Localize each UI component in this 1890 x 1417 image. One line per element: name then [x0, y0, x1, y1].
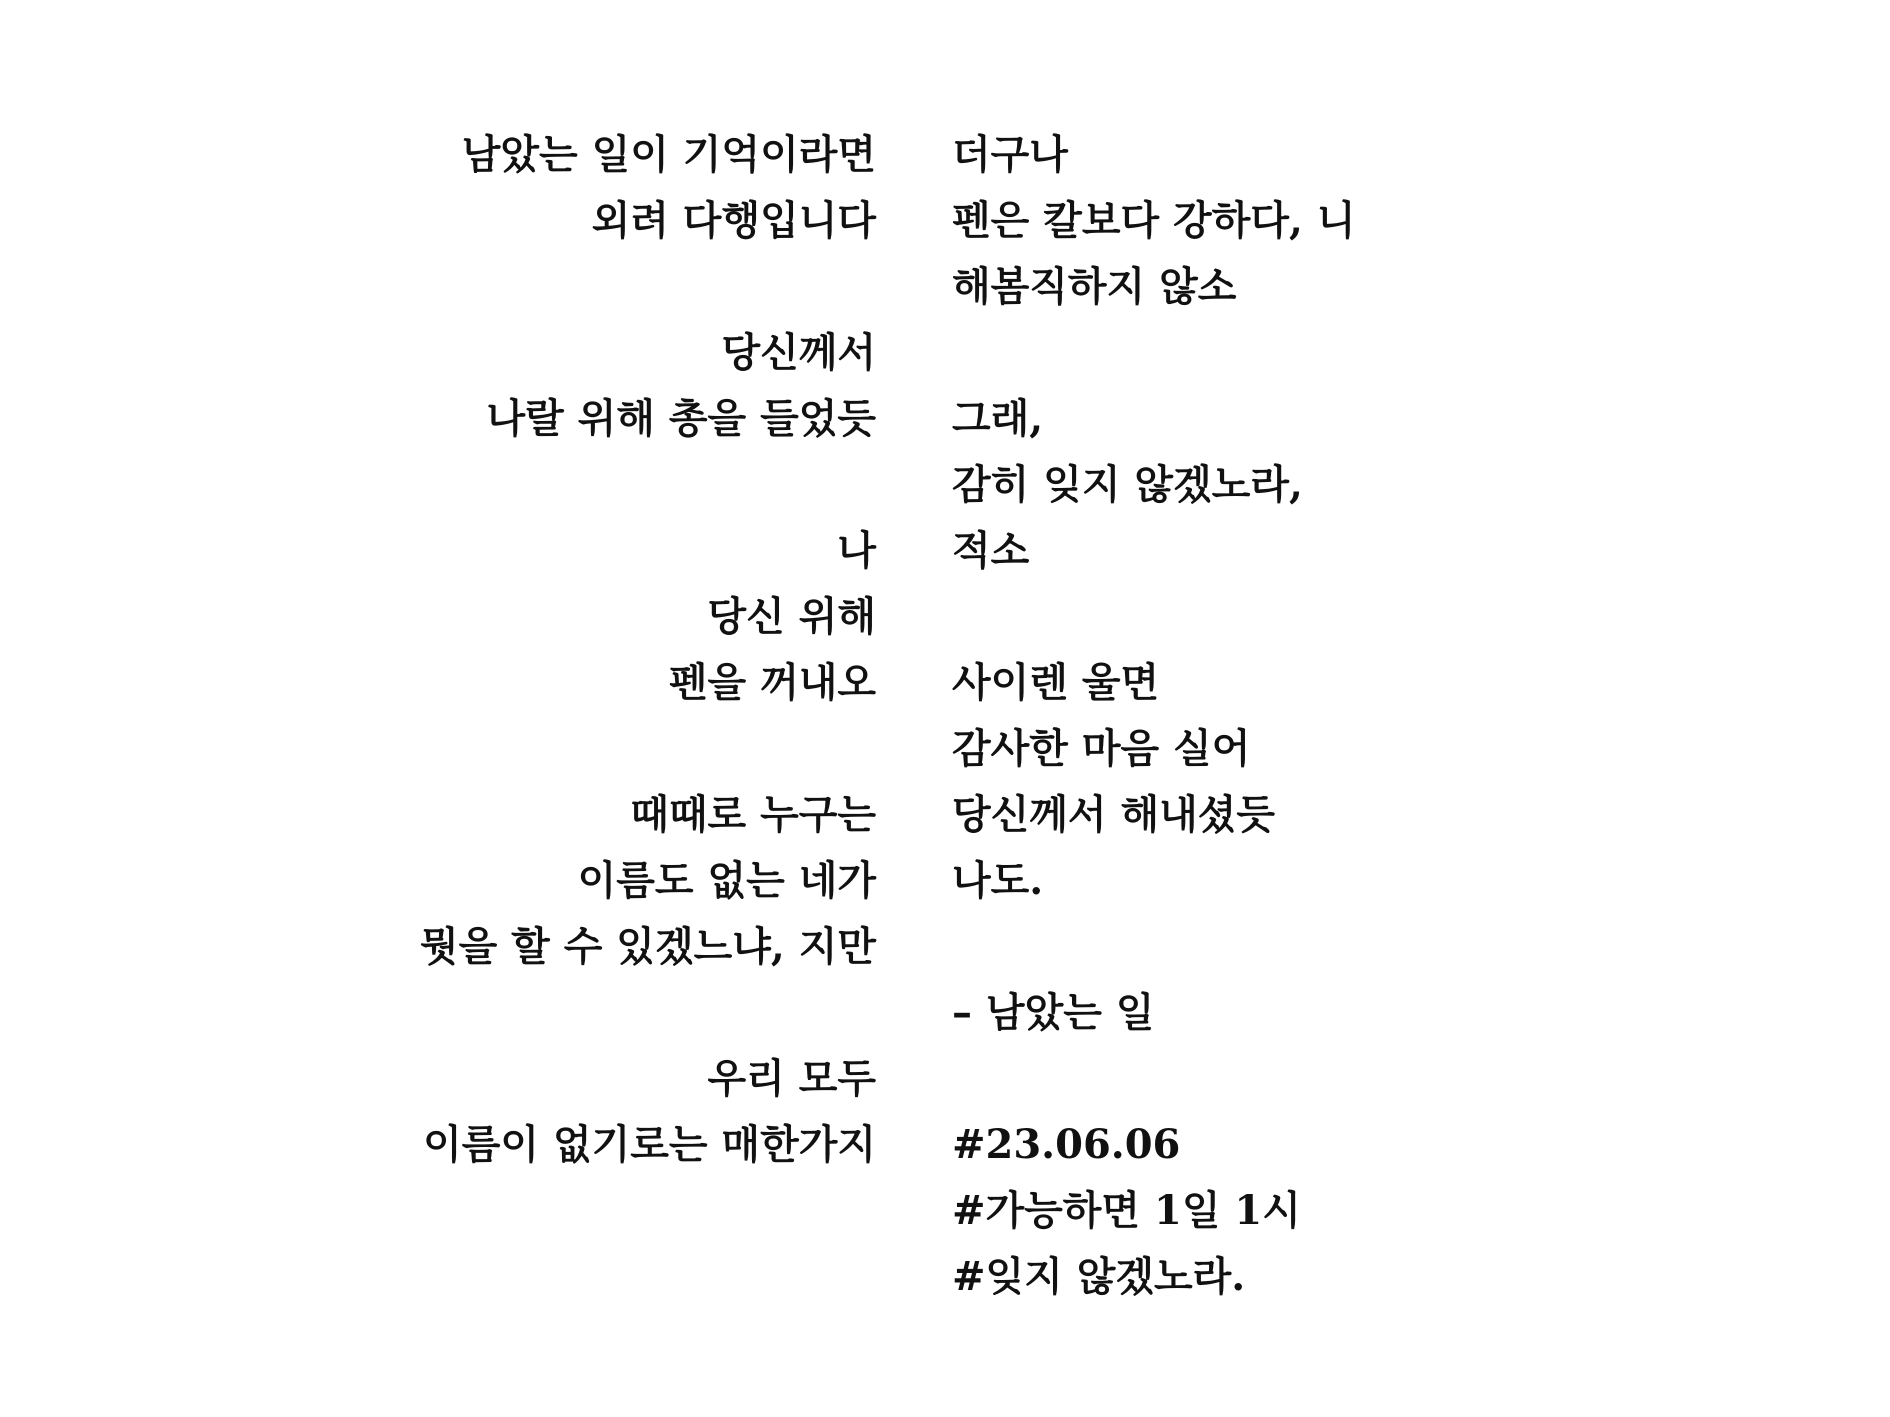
poem-line: 외려 다행입니다 — [591, 197, 876, 244]
poem-line — [420, 254, 876, 320]
poem-right-column — [952, 122, 1355, 1310]
poem-title-line: – 남았는 일 — [952, 989, 1155, 1036]
poem-line: 감히 잊지 않겠노라, — [952, 461, 1303, 508]
poem-line: 그래, — [952, 395, 1044, 442]
poem-line: 나도. — [952, 857, 1044, 904]
poem-line: 남았는 일이 기억이라면 — [461, 131, 876, 178]
poem-line — [952, 584, 1355, 650]
poem-line: 당신께서 해내셨듯 — [952, 791, 1276, 838]
poem-line — [420, 716, 876, 782]
poem-line: 당신께서 — [721, 329, 876, 376]
poem-line: 나랄 위해 총을 들었듯 — [486, 395, 876, 442]
poem-line: 사이렌 울면 — [952, 659, 1160, 706]
poem-line: 펜은 칼보다 강하다, 니 — [952, 197, 1356, 244]
poem-line: 펜을 꺼내오 — [668, 659, 876, 706]
poem-line — [952, 914, 1355, 980]
poem-line — [952, 1046, 1355, 1112]
poem-line: 우리 모두 — [707, 1055, 876, 1102]
hashtag: #가능하면 1일 1시 — [952, 1187, 1301, 1234]
hashtag-date: #23.06.06 — [952, 1121, 1181, 1168]
hashtag: #잊지 않겠노라. — [952, 1253, 1246, 1300]
poem-line — [420, 980, 876, 1046]
poem-line: 당신 위해 — [707, 593, 876, 640]
poem-line: 이름도 없는 네가 — [577, 857, 876, 904]
poem-line: 더구나 — [952, 131, 1068, 178]
poem-line — [420, 452, 876, 518]
poem-line: 나 — [837, 527, 876, 574]
poem-line — [952, 320, 1355, 386]
poem-line: 때때로 누구는 — [630, 791, 876, 838]
poem-line: 해봄직하지 않소 — [952, 263, 1237, 310]
poem-left-column — [420, 122, 876, 1178]
poem-line: 적소 — [952, 527, 1030, 574]
poem-line: 뭣을 할 수 있겠느냐, 지만 — [419, 923, 876, 970]
poem-line: 감사한 마음 실어 — [952, 725, 1251, 772]
poem-line: 이름이 없기로는 매한가지 — [423, 1121, 876, 1168]
